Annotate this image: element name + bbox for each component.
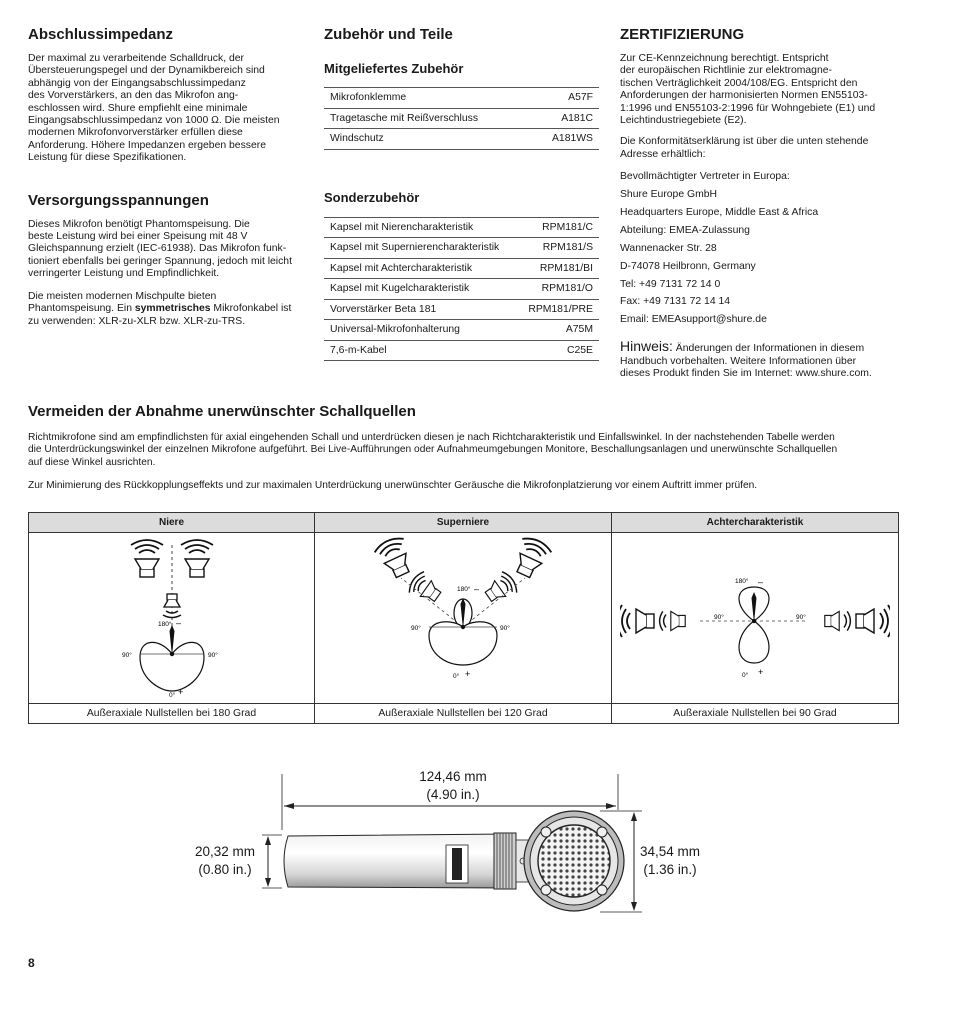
part-name: Mikrofonklemme bbox=[324, 88, 531, 109]
part-name: Kapsel mit Supernierencharakteristik bbox=[324, 238, 517, 259]
table-row bbox=[29, 533, 899, 704]
contact-line: Abteilung: EMEA-Zulassung bbox=[620, 224, 750, 236]
text-line: Gleichspannung erzielt (IEC-61938). Das Mikrofon funk- bbox=[28, 243, 287, 255]
header-figure-eight: Achtercharakteristik bbox=[612, 513, 899, 533]
arrowhead bbox=[284, 803, 294, 809]
supplied-table bbox=[324, 87, 599, 150]
angle-label: 0° bbox=[168, 692, 175, 698]
text-line bbox=[620, 340, 920, 355]
part-name: Vorverstärker Beta 181 bbox=[324, 299, 517, 320]
null-plus: + bbox=[465, 669, 471, 679]
cardioid-diagram bbox=[72, 533, 272, 698]
mic-center bbox=[461, 625, 465, 629]
mic-center bbox=[169, 652, 173, 656]
text-line: Übersteuerungspegel und der Dynamikbereich sind bbox=[28, 65, 265, 77]
speaker-icon bbox=[825, 611, 851, 630]
arrowhead bbox=[631, 812, 637, 821]
microphone-body bbox=[284, 834, 515, 888]
null-minus: – bbox=[758, 577, 764, 587]
header-cardioid: Niere bbox=[29, 513, 315, 533]
rejection-text-2: Zur Minimierung des Rückkopplungseffekts und zur maximalen Unterdrückung unerwünschter Geräusche die Mikrofonplatzierung vor einem Auftritt immer prüfen. bbox=[28, 480, 758, 492]
text-fragment: Änderungen der Informationen in diesem bbox=[672, 343, 865, 355]
table-row bbox=[324, 238, 599, 259]
table-row bbox=[324, 258, 599, 279]
optional-table bbox=[324, 217, 599, 362]
text-line: Anforderung. Höhere Impedanzen ergeben bessere bbox=[28, 139, 266, 151]
speaker-icon bbox=[131, 540, 163, 577]
text-line: tischen Verträglichkeit 2004/108/EG. Entspricht den bbox=[620, 77, 858, 89]
rejection-heading: Vermeiden der Abnahme unerwünschter Schallquellen bbox=[28, 403, 416, 420]
part-name: Universal-Mikrofonhalterung bbox=[324, 320, 517, 341]
text-fragment: Phantomspeisung. Ein bbox=[28, 303, 135, 315]
logo-mark bbox=[452, 848, 462, 880]
table-row bbox=[324, 217, 599, 238]
text-line: zu verwenden: XLR-zu-XLR bzw. XLR-zu-TRS. bbox=[28, 315, 246, 327]
conformity-text bbox=[620, 136, 920, 161]
angle-label: 90° bbox=[500, 625, 510, 632]
table-row bbox=[324, 108, 599, 129]
part-name: Windschutz bbox=[324, 129, 531, 150]
column-accessories bbox=[324, 26, 604, 361]
part-code: RPM181/PRE bbox=[517, 299, 599, 320]
microphone-head bbox=[524, 811, 624, 911]
text-line: Zur CE-Kennzeichnung berechtigt. Entspricht bbox=[620, 53, 829, 64]
text-line: Leistung für diese Spezifikationen. bbox=[28, 152, 187, 164]
contact-line: D-74078 Heilbronn, Germany bbox=[620, 260, 756, 272]
arrowhead bbox=[265, 878, 271, 887]
text-line: 1:1996 und EN55103-2:1996 für Wohngebiete (E1) und bbox=[620, 102, 876, 114]
bold-term: symmetrisches bbox=[134, 303, 211, 315]
text-line: Handbuch vorbehalten. Weitere Informationen über bbox=[620, 355, 857, 367]
table-row bbox=[324, 88, 599, 109]
mixer-text bbox=[28, 291, 313, 328]
caption-figure-eight: Außeraxiale Nullstellen bei 90 Grad bbox=[612, 704, 899, 724]
contact-line: Fax: +49 7131 72 14 14 bbox=[620, 296, 731, 308]
table-row bbox=[324, 299, 599, 320]
null-plus: + bbox=[177, 687, 183, 697]
supply-text bbox=[28, 219, 313, 281]
text-line: modernen Mikrofonvorverstärker erfüllen diese bbox=[28, 127, 243, 139]
part-code: A75M bbox=[517, 320, 599, 341]
contact-line: Email: EMEAsupport@shure.de bbox=[620, 314, 767, 326]
certification-heading: ZERTIFIZIERUNG bbox=[620, 26, 745, 43]
speaker-icon bbox=[481, 569, 520, 607]
supply-heading: Versorgungsspannungen bbox=[28, 191, 209, 209]
caption-cardioid: Außeraxiale Nullstellen bei 180 Grad bbox=[29, 704, 315, 724]
text-line: dieses Produkt finden Sie im Internet: www.shure.com. bbox=[620, 368, 872, 380]
impedance-heading: Abschlussimpedanz bbox=[28, 26, 174, 43]
text-line: Die meisten modernen Mischpulte bieten bbox=[28, 290, 217, 302]
part-code: RPM181/S bbox=[517, 238, 599, 259]
table-row bbox=[324, 340, 599, 361]
contact-line: Tel: +49 7131 72 14 0 bbox=[620, 278, 721, 290]
part-code: RPM181/O bbox=[517, 279, 599, 300]
null-minus: – bbox=[474, 584, 480, 594]
length-in: (4.90 in.) bbox=[426, 787, 480, 802]
angle-label: 90° bbox=[714, 614, 724, 621]
part-name: Kapsel mit Kugelcharakteristik bbox=[324, 279, 517, 300]
table-row bbox=[324, 320, 599, 341]
part-code: A57F bbox=[531, 88, 599, 109]
text-line: Dieses Mikrofon benötigt Phantomspeisung. Die bbox=[28, 218, 250, 230]
arrowhead bbox=[606, 803, 616, 809]
text-line: abhängig von der Eingangsabschlussimpedanz bbox=[28, 77, 246, 89]
part-name: Kapsel mit Nierencharakteristik bbox=[324, 217, 517, 238]
text-fragment: Mikrofonkabel ist bbox=[210, 303, 292, 315]
supplied-heading: Mitgeliefertes Zubehör bbox=[324, 61, 464, 76]
speaker-icon bbox=[620, 605, 654, 637]
speaker-icon bbox=[181, 540, 213, 577]
impedance-text bbox=[28, 53, 313, 165]
part-code: RPM181/C bbox=[517, 217, 599, 238]
cardioid-cell bbox=[29, 533, 315, 704]
rejection-text bbox=[28, 432, 928, 469]
text-line: Adresse erhältlich: bbox=[620, 148, 706, 160]
text-line: beste Leistung wird bei einer Speisung mit 48 V bbox=[28, 231, 248, 243]
contact-line: Shure Europe GmbH bbox=[620, 189, 718, 201]
rejection-section bbox=[28, 403, 928, 493]
table-header-row bbox=[29, 513, 899, 533]
angle-label: 90° bbox=[411, 625, 421, 632]
angle-label: 180° bbox=[157, 621, 171, 628]
page-number: 8 bbox=[28, 956, 35, 970]
text-line: Richtmikrofone sind am empfindlichsten für axial eingehenden Schall und unterdrücken diesen je nach Richtcharakteristik und Einfallswinkel. In der nachstehenden Tabelle werden bbox=[28, 432, 835, 443]
figure-eight-cell bbox=[612, 533, 899, 704]
contact-line: Wannenacker Str. 28 bbox=[620, 242, 717, 254]
angle-label: 0° bbox=[742, 672, 749, 679]
text-line: Eingangsabschlussimpedanz von 1000 Ω. Die meisten bbox=[28, 115, 280, 127]
part-name: Tragetasche mit Reißverschluss bbox=[324, 108, 531, 129]
body-in: (0.80 in.) bbox=[198, 862, 252, 877]
part-name: Kapsel mit Achtercharakteristik bbox=[324, 258, 517, 279]
text-line: des Vorverstärkers, an den das Mikrofon ang- bbox=[28, 90, 239, 102]
caption-supercardioid: Außeraxiale Nullstellen bei 120 Grad bbox=[315, 704, 612, 724]
text-line: verringerter Leistung und Empfindlichkeit. bbox=[28, 268, 220, 280]
contact-line: Bevollmächtigter Vertreter in Europa: bbox=[620, 171, 790, 183]
angle-label: 90° bbox=[121, 652, 132, 659]
text-line: Der maximal zu verarbeitende Schalldruck, der bbox=[28, 53, 244, 64]
arrowhead bbox=[265, 836, 271, 845]
accessories-heading: Zubehör und Teile bbox=[324, 26, 453, 43]
speaker-icon bbox=[373, 534, 418, 581]
text-line: die Unterdrückungswinkel der einzelnen Mikrofone aufgeführt. Bei Live-Aufführungen oder Aufnahmeumgebungen Monitore, Beschallungsanlagen und unerwünschte Schallquellen bbox=[28, 444, 838, 456]
part-code: A181C bbox=[531, 108, 599, 129]
speaker-icon bbox=[406, 569, 445, 607]
text-line: eschlossen wird. Shure empfiehlt eine minimale bbox=[28, 102, 248, 114]
text-line: der europäischen Richtlinie zur elektromagne- bbox=[620, 65, 832, 77]
certification-text bbox=[620, 53, 920, 127]
body-mm: 20,32 mm bbox=[194, 844, 256, 859]
head-mm: 34,54 mm bbox=[639, 844, 701, 859]
arrowhead bbox=[631, 902, 637, 911]
angle-label: 90° bbox=[207, 652, 218, 659]
hinweis-note bbox=[620, 340, 920, 380]
speaker-icon bbox=[856, 605, 890, 637]
part-name: 7,6-m-Kabel bbox=[324, 340, 517, 361]
part-code: C25E bbox=[517, 340, 599, 361]
speaker-icon bbox=[509, 534, 554, 581]
text-line: Leichtindustriegebiete (E2). bbox=[620, 115, 747, 127]
length-mm: 124,46 mm bbox=[419, 769, 487, 784]
angle-label: 90° bbox=[796, 614, 806, 621]
part-code: A181WS bbox=[531, 129, 599, 150]
column-certification bbox=[620, 26, 920, 381]
angle-label: 180° bbox=[457, 586, 471, 593]
supercardioid-diagram bbox=[353, 533, 573, 698]
polar-pattern-table bbox=[28, 512, 899, 724]
angle-label: 180° bbox=[735, 578, 749, 585]
table-row bbox=[29, 704, 899, 724]
hinweis-label: Hinweis: bbox=[620, 338, 673, 355]
text-line: Die Konformitätserklärung ist über die unten stehende bbox=[620, 136, 869, 148]
speaker-icon bbox=[660, 611, 686, 630]
figure-eight-diagram bbox=[620, 533, 890, 698]
microphone-dimension-drawing bbox=[0, 760, 954, 920]
null-minus: – bbox=[175, 618, 181, 628]
table-row bbox=[324, 279, 599, 300]
angle-label: 0° bbox=[453, 673, 460, 680]
column-impedance bbox=[28, 26, 313, 328]
contact-block bbox=[620, 171, 920, 326]
head-in: (1.36 in.) bbox=[643, 862, 697, 877]
text-line: auf diese Winkel ausrichten. bbox=[28, 456, 156, 468]
supercardioid-cell bbox=[315, 533, 612, 704]
part-code: RPM181/BI bbox=[517, 258, 599, 279]
text-line bbox=[28, 303, 313, 315]
text-line: Anforderungen der harmonisierten Normen EN55103- bbox=[620, 90, 868, 102]
text-line: tioniert ebenfalls bei geringer Spannung, jedoch mit leicht bbox=[28, 255, 292, 267]
table-row bbox=[324, 129, 599, 150]
null-plus: + bbox=[758, 667, 764, 677]
optional-heading: Sonderzubehör bbox=[324, 189, 420, 205]
contact-line: Headquarters Europe, Middle East & Africa bbox=[620, 207, 819, 219]
mic-center bbox=[752, 619, 756, 623]
header-supercardioid: Superniere bbox=[315, 513, 612, 533]
